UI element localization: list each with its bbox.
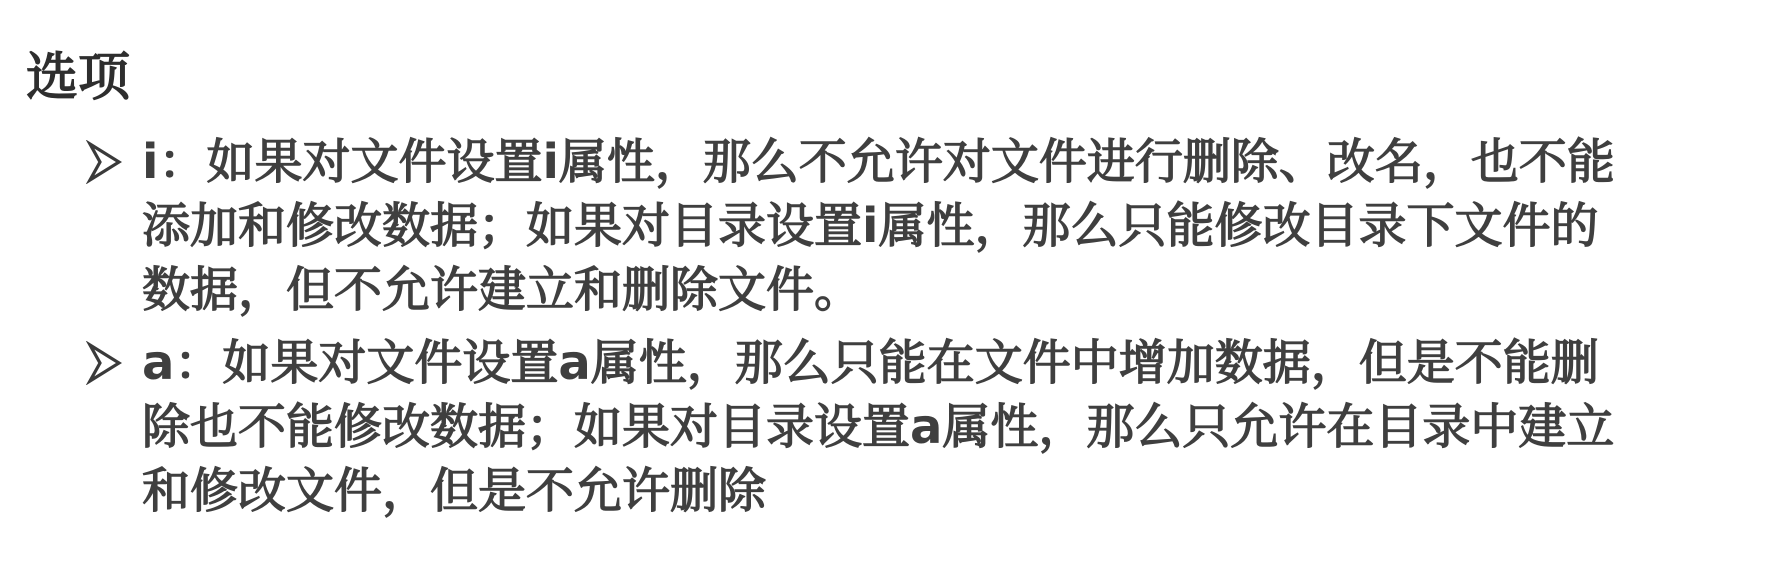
bullet-text-line: i：如果对文件设置i属性，那么不允许对文件进行删除、改名，也不能 [142,134,1615,190]
bullet-text-line: 数据，但不允许建立和删除文件。 [142,262,863,318]
arrowhead-bullet-icon [86,140,122,184]
bullet-text-line: 除也不能修改数据；如果对目录设置a属性，那么只允许在目录中建立 [142,399,1615,455]
bullet-text-line: 和修改文件，但是不允许删除 [142,463,767,519]
slide-heading: 选项 [26,48,131,108]
bullet-text-line: 添加和修改数据；如果对目录设置i属性，那么只能修改目录下文件的 [142,198,1599,254]
arrowhead-bullet-icon [86,341,122,385]
bullet-text-line: a：如果对文件设置a属性，那么只能在文件中增加数据，但是不能删 [142,335,1599,391]
